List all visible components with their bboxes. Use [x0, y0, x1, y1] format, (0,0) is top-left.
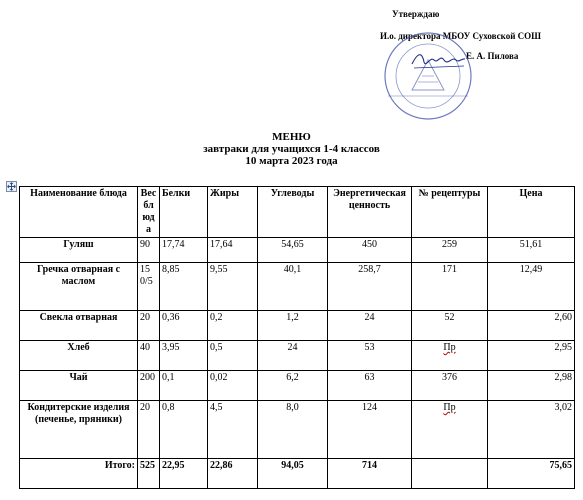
menu-title: МЕНЮ [272, 131, 311, 143]
signature [410, 48, 466, 70]
dish-fat: 9,55 [208, 263, 258, 311]
column-header-name: Наименование блюда [20, 187, 138, 238]
dish-name: Свекла отварная [20, 311, 138, 341]
column-header-fat: Жиры [208, 187, 258, 238]
dish-energy: 24 [328, 311, 412, 341]
dish-recipe [412, 341, 488, 371]
dish-price: 2,95 [488, 341, 575, 371]
dish-weight: 200 [138, 371, 160, 401]
dish-recipe [412, 401, 488, 459]
table-move-handle[interactable] [6, 181, 17, 192]
column-header-carbs: Углеводы [258, 187, 328, 238]
column-header-price: Цена [488, 187, 575, 238]
dish-weight: 150/5 [138, 263, 160, 311]
table-row [20, 341, 575, 371]
dish-carbs: 24 [258, 341, 328, 371]
approval-line-3: Е. А. Пилова [466, 51, 519, 61]
dish-weight: 40 [138, 341, 160, 371]
total-fat: 22,86 [208, 459, 258, 489]
dish-protein: 8,85 [160, 263, 208, 311]
table-row [20, 263, 575, 311]
dish-carbs: 40,1 [258, 263, 328, 311]
dish-weight: 20 [138, 401, 160, 459]
table-row [20, 238, 575, 263]
dish-name: Гуляш [20, 238, 138, 263]
recipe-code: Пр [443, 342, 456, 353]
dish-weight: 90 [138, 238, 160, 263]
column-header-energy: Энергетическая ценность [328, 187, 412, 238]
dish-protein: 0,8 [160, 401, 208, 459]
dish-price: 12,49 [488, 263, 575, 311]
dish-carbs: 6,2 [258, 371, 328, 401]
dish-energy: 450 [328, 238, 412, 263]
dish-fat: 0,02 [208, 371, 258, 401]
approval-line-1: Утверждаю [392, 9, 440, 19]
dish-name: Гречка отварная с маслом [20, 263, 138, 311]
dish-name: Хлеб [20, 341, 138, 371]
menu-subtitle: завтраки для учащихся 1-4 классов [203, 143, 380, 155]
dish-name: Чай [20, 371, 138, 401]
dish-recipe: 259 [412, 238, 488, 263]
total-weight: 525 [138, 459, 160, 489]
total-label: Итого: [20, 459, 138, 489]
dish-protein: 0,1 [160, 371, 208, 401]
total-energy: 714 [328, 459, 412, 489]
dish-fat: 17,64 [208, 238, 258, 263]
table-row [20, 401, 575, 459]
column-header-protein: Белки [160, 187, 208, 238]
total-protein: 22,95 [160, 459, 208, 489]
dish-protein: 3,95 [160, 341, 208, 371]
recipe-code: Пр [443, 402, 456, 413]
total-price: 75,65 [488, 459, 575, 489]
dish-energy: 124 [328, 401, 412, 459]
dish-carbs: 8,0 [258, 401, 328, 459]
dish-price: 2,98 [488, 371, 575, 401]
dish-name: Кондитерские изделия (печенье, пряники) [20, 401, 138, 459]
dish-fat: 0,5 [208, 341, 258, 371]
dish-recipe: 376 [412, 371, 488, 401]
menu-date: 10 марта 2023 года [245, 155, 338, 167]
total-recipe [412, 459, 488, 489]
menu-table [19, 186, 575, 489]
official-stamp [382, 30, 474, 122]
dish-recipe: 52 [412, 311, 488, 341]
table-row [20, 311, 575, 341]
total-carbs: 94,05 [258, 459, 328, 489]
dish-price: 2,60 [488, 311, 575, 341]
dish-price: 3,02 [488, 401, 575, 459]
dish-energy: 63 [328, 371, 412, 401]
dish-price: 51,61 [488, 238, 575, 263]
dish-recipe: 171 [412, 263, 488, 311]
column-header-weight: Вес блюда [138, 187, 160, 238]
dish-fat: 0,2 [208, 311, 258, 341]
dish-carbs: 54,65 [258, 238, 328, 263]
dish-weight: 20 [138, 311, 160, 341]
dish-carbs: 1,2 [258, 311, 328, 341]
table-row [20, 371, 575, 401]
move-icon [7, 182, 16, 191]
dish-fat: 4,5 [208, 401, 258, 459]
dish-protein: 17,74 [160, 238, 208, 263]
dish-energy: 258,7 [328, 263, 412, 311]
approval-line-2: И.о. директора МБОУ Суховской СОШ [380, 31, 542, 41]
column-header-recipe: № рецептуры [412, 187, 488, 238]
dish-energy: 53 [328, 341, 412, 371]
dish-protein: 0,36 [160, 311, 208, 341]
table-total-row [20, 459, 575, 489]
